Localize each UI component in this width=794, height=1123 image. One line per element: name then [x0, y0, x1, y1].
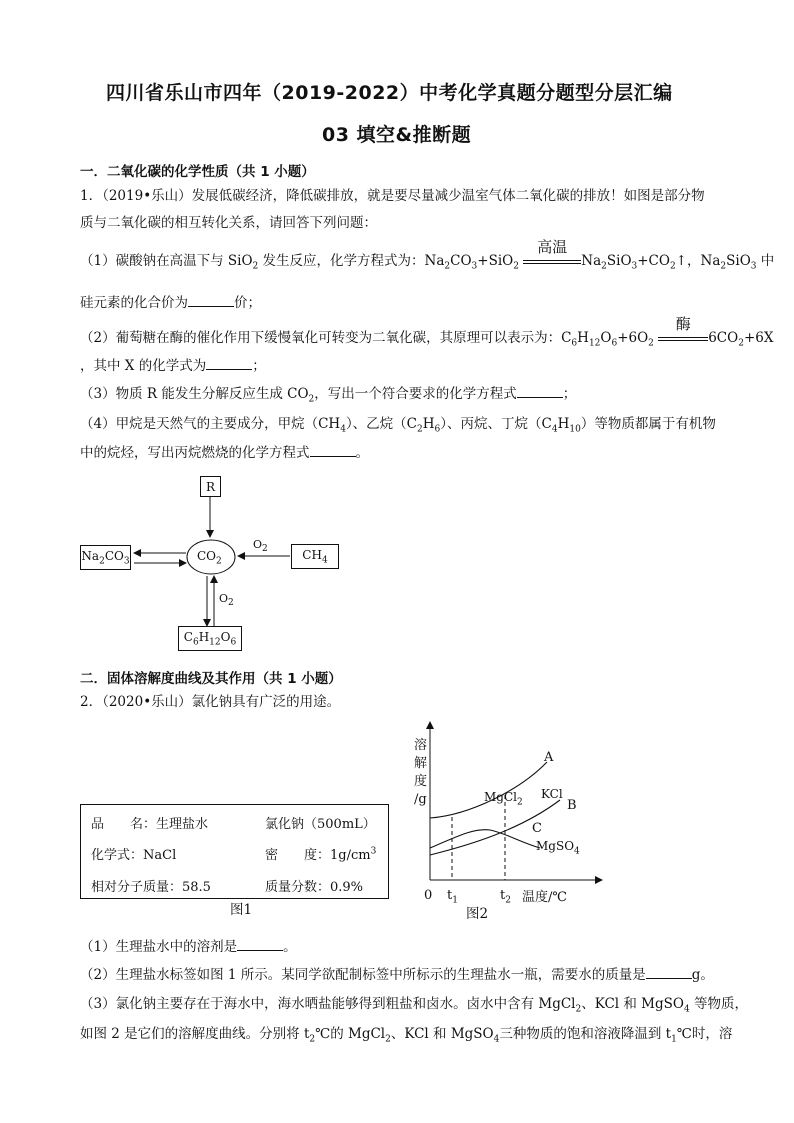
section1-heading: 一．二氧化碳的化学性质（共 1 小题） [80, 164, 315, 180]
q1-part1: （1）碳酸钠在高温下与 SiO$_2$ 发生反应，化学方程式为：$Na_2CO_3+SiO_2$ 高温 $Na_2SiO_3+CO_2↑$，$Na_2SiO_3$ 中 [80, 238, 775, 272]
kcl-label: KCl [541, 787, 563, 801]
molecular-mass: 相对分子质量：58.5 [91, 880, 211, 895]
curve-b-label: B [567, 798, 577, 813]
node-na2co3: $Na_2CO_3$ [80, 545, 131, 570]
page-subtitle: 03 填空&推断题 [322, 124, 472, 146]
q1-part4-line2: 中的烷烃，写出丙烷燃烧的化学方程式 。 [80, 445, 369, 461]
figure1-caption: 图1 [230, 902, 253, 918]
q2-part2: （2）生理盐水标签如图 1 所示。某同学欲配制标签中所标示的生理盐水一瓶，需要水的质量是 g。 [80, 967, 714, 983]
x-axis-label: 温度/℃ [522, 890, 567, 905]
node-ch4: $CH_4$ [291, 544, 339, 569]
q1-part1-line2: 硅元素的化合价为 价； [80, 295, 261, 311]
origin-label: 0 [424, 888, 433, 903]
condition-high-temp: 高温 [523, 253, 581, 269]
answer-blank[interactable] [237, 938, 283, 951]
node-co2: $CO_2$ [197, 549, 222, 567]
mgso4-label: MgSO$_4$ [536, 839, 580, 857]
curve-c-label: C [532, 821, 542, 836]
t2-label: $t_2$ [500, 888, 511, 906]
q1-part3: （3）物质 R 能发生分解反应生成 $CO_2$，写出一个符合要求的化学方程式 ； [80, 386, 577, 405]
page-title: 四川省乐山市四年（2019-2022）中考化学真题分题型分层汇编 [106, 82, 673, 104]
figure2-caption: 图2 [466, 906, 489, 922]
answer-blank[interactable] [646, 966, 692, 979]
node-glucose: $C_6H_{12}O_6$ [178, 626, 242, 651]
o2-label-down: $O_2$ [219, 592, 234, 609]
section2-heading: 二．固体溶解度曲线及其作用（共 1 小题） [80, 671, 342, 687]
chemical-formula: 化学式：NaCl [91, 848, 177, 863]
q1-part4: （4）甲烷是天然气的主要成分，甲烷$(CH_4)$、乙烷$(C_2H_6)$、丙烷、丁烷$(C_4H_{10})$等物质都属于有机物 [80, 416, 716, 435]
condition-enzyme: 酶 [658, 330, 708, 346]
curve-a-label: A [544, 750, 554, 765]
node-r: R [200, 476, 221, 497]
q1-intro-line2: 质与二氧化碳的相互转化关系，请回答下列问题： [80, 215, 377, 231]
mgcl2-label: MgCl$_2$ [484, 790, 523, 808]
product-spec: 氯化钠（500mL） [265, 817, 376, 832]
q2-part3: （3）氯化钠主要存在于海水中，海水晒盐能够得到粗盐和卤水。卤水中含有 MgCl$_2$、KCl 和 MgSO$_4$ 等物质， [80, 996, 748, 1015]
y-axis-label: 溶 解 度 /g [414, 738, 428, 807]
q1-intro-line1: 1．（2019•乐山）发展低碳经济，降低碳排放，就是要尽量减少温室气体二氧化碳的排放！如图是部分物 [80, 188, 705, 204]
q1-part2-line2: ，其中 X 的化学式为 ； [80, 358, 266, 374]
q2-intro: 2．（2020•乐山）氯化钠具有广泛的用途。 [80, 694, 341, 710]
density: 密 度：$1g/cm^3$ [265, 846, 377, 863]
product-name: 品 名：生理盐水 [91, 817, 209, 832]
q2-part1: （1）生理盐水中的溶剂是 。 [80, 939, 297, 955]
q2-part3-line2: 如图 2 是它们的溶解度曲线。分别将 $t_2℃$的 MgCl$_2$、KCl 和 MgSO$_4$三种物质的饱和溶液降温到 $t_1℃$时，溶 [80, 1026, 733, 1045]
t1-label: $t_1$ [447, 888, 458, 906]
mass-fraction: 质量分数：0.9% [265, 880, 364, 895]
q1-part2: （2）葡萄糖在酶的催化作用下缓慢氧化可转变为二氧化碳，其原理可以表示为：$C_6H_{12}O_6+6O_2$ 酶 $6CO_2+6X$ [80, 315, 774, 349]
o2-label-right: $O_2$ [253, 538, 268, 555]
